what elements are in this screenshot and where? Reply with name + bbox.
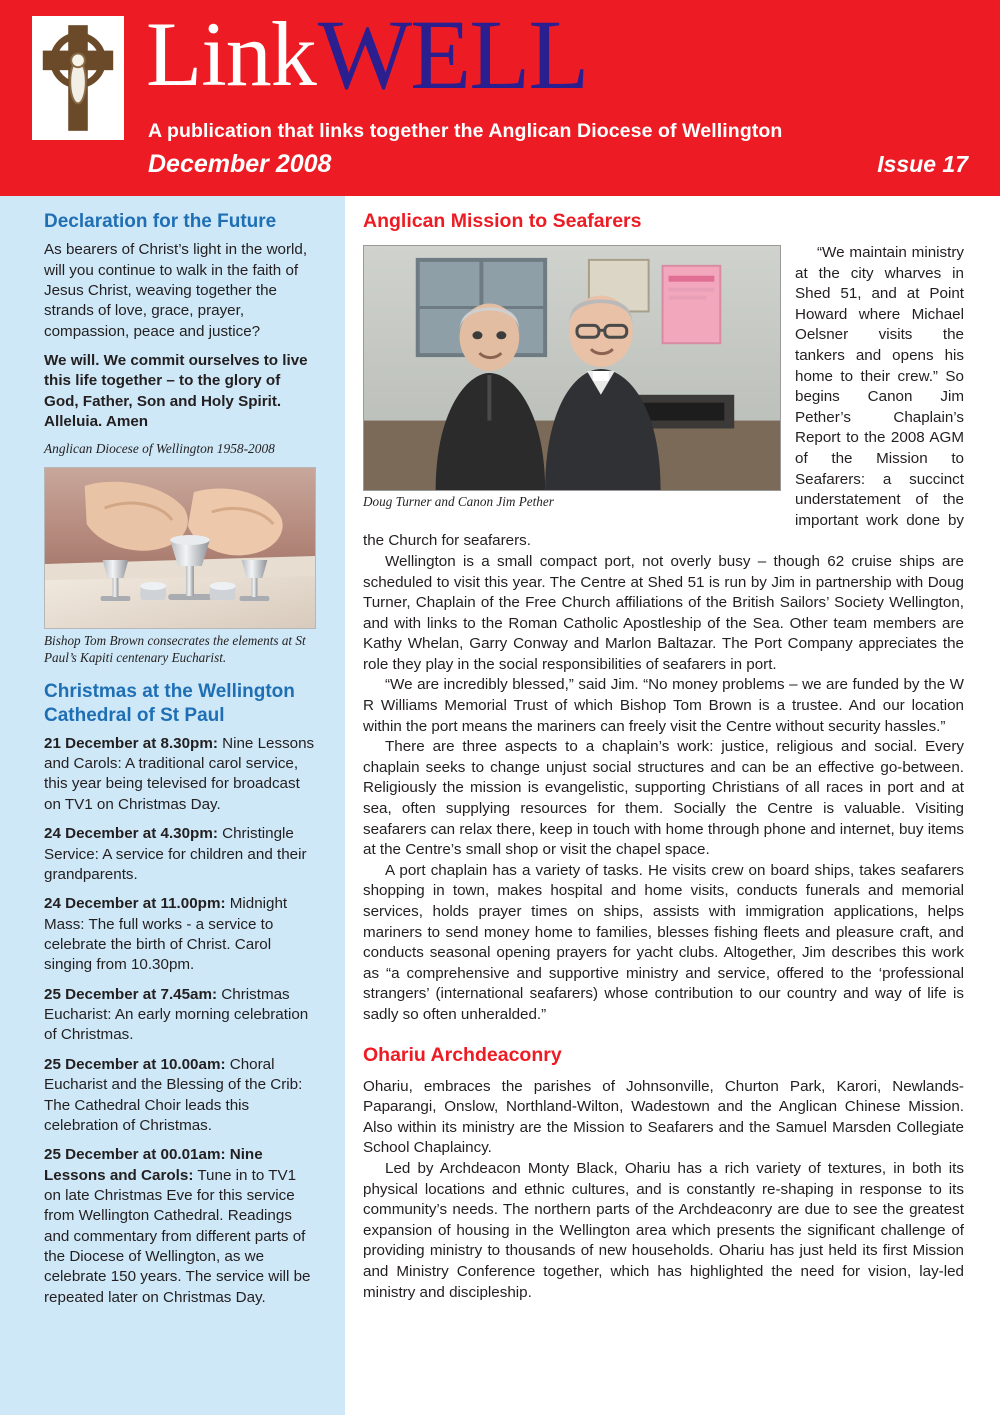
service-text: Choral Eucharist and the Blessing of the Crib: The Cathedral Choir leads this celebration of Christmas. — [44, 1055, 303, 1134]
service-item — [44, 894, 315, 975]
seafarers-paragraph-5: A port chaplain has a variety of tasks. He visits crew on board ships, takes seafarers shopping in town, makes hospital and home visits, conducts funerals and memorial services, holds prayer times on ships, assists with immigration applications, helps mariners to send money home to families, blesses fishing fleets and pleasure craft, and conducts seasonal opening prayers for yacht clubs. Altogether, Jim describes this work as “a comprehensive and supportive ministry and service, offered to the ‘professional strangers’ (international seafarers) whose contribution to our country and way of life is sadly so often unheralded.” — [363, 861, 964, 1023]
title-link-word: Link — [146, 3, 316, 105]
main-column — [345, 196, 1000, 1415]
celtic-cross-icon — [33, 17, 123, 139]
declaration-response: We will. We commit ourselves to live this life together – to the glory of God, Father, Son and Holy Spirit. Alleluia. Amen — [44, 351, 308, 431]
declaration-paragraph: As bearers of Christ’s light in the world, will you continue to walk in the faith of Jesus Christ, weaving together the strands of love, grace, prayer, compassion, peace and justice? — [44, 241, 308, 340]
ohariu-paragraph-2: Led by Archdeacon Monty Black, Ohariu has a rich variety of textures, in both its physical locations and ethnic cultures, and is constantly re-shaping in response to its community’s needs. The northern parts of the Archdeaconry are due to see the greatest expansion of housing in the Wellington area which presents the significant challenge of providing ministry to thousands of new households. Ohariu has just held its first Mission and Ministry Conference together, which has highlighted the need for vision, lay-led ministry and discipleship. — [363, 1159, 964, 1301]
masthead-banner — [0, 0, 1000, 196]
sidebar-column — [0, 196, 345, 1415]
issue-info-row — [148, 150, 968, 179]
seafarers-paragraph-4: There are three aspects to a chaplain’s work: justice, religious and social. Every chaplain seeks to change unjust social structures and can be an effective go-between. Religiously the mission is evangelistic, supporting Christians of all races in port and at sea, often supplying resources for them. Socially the Centre is valuable. Visiting seafarers can relax there, keep in touch with home through phone and internet, buy items at the Centre’s small shop or visit the chapel space. — [363, 738, 964, 859]
service-time: 25 December at 10.00am: — [44, 1055, 226, 1073]
declaration-heading: Declaration for the Future — [44, 211, 277, 232]
service-item — [44, 985, 315, 1046]
diocese-logo — [32, 16, 124, 140]
seafarers-photo-caption: Doug Turner and Canon Jim Pether — [363, 494, 554, 509]
service-text: Nine Lessons and Carols: A traditional carol service, this year being televised for broadcast on TV1 on Christmas Day. — [44, 734, 315, 813]
chalice-photo — [45, 468, 315, 628]
service-time: 25 December at 7.45am: — [44, 985, 218, 1003]
ohariu-paragraph-1: Ohariu, embraces the parishes of Johnsonville, Churton Park, Karori, Newlands-Paparangi, Onslow, Northland-Wilton, Wadestown and the Anglican Chinese Mission. Also within its ministry are the Mission to Seafarers and the Samuel Marsden Collegiate School Chaplaincy. — [363, 1077, 964, 1157]
service-text: Tune in to TV1 on late Christmas Eve for this service from Wellington Cathedral. Readings and commentary from different parts of the Diocese of Wellington, as we celebrate 150 years. The service will be repeated later on Christmas Day. — [44, 1166, 311, 1306]
ohariu-heading: Ohariu Archdeaconry — [363, 1043, 562, 1066]
service-item — [44, 824, 315, 885]
seafarers-paragraph-1: “We maintain ministry at the city wharves in Shed 51, and at Point Howard where Michael Oelsner visits the tankers and opens his home to their crew.” So begins Canon Jim Pether’s Chaplain’s Report to the 2008 AGM of the Mission to Seafarers: a succinct understatement of the important work done by the Church for seafarers. — [363, 244, 964, 550]
two-clergymen-photo — [363, 245, 781, 491]
service-text: Christingle Service: A service for children and their grandparents. — [44, 825, 307, 883]
chalice-photo-caption: Bishop Tom Brown consecrates the elements at St Paul’s Kapiti centenary Eucharist. — [44, 633, 306, 665]
service-time: 24 December at 4.30pm: — [44, 825, 218, 843]
issue-date: December 2008 — [148, 150, 332, 178]
publication-title — [146, 0, 588, 124]
service-time: 21 December at 8.30pm: — [44, 734, 218, 752]
service-time: 25 December at 00.01am: Nine Lessons and Carols: — [44, 1146, 263, 1184]
issue-number: Issue 17 — [877, 151, 968, 177]
service-time: 24 December at 11.00pm: — [44, 895, 226, 913]
service-item — [44, 734, 315, 815]
service-item — [44, 1145, 315, 1308]
service-text: Midnight Mass: The full works - a service to celebrate the birth of Christ. Carol singing from 10.30pm. — [44, 895, 288, 974]
service-text: Christmas Eucharist: An early morning celebration of Christmas. — [44, 985, 309, 1044]
christmas-heading: Christmas at the Wellington Cathedral of St Paul — [44, 681, 295, 726]
seafarers-heading: Anglican Mission to Seafarers — [363, 210, 642, 232]
seafarers-paragraph-2: Wellington is a small compact port, not overly busy – though 62 cruise ships are scheduled to visit this year. The Centre at Shed 51 is run by Jim in partnership with Doug Turner, Chaplain of the Free Church affiliations of the British Sailors’ Society Wellington, and with links to the Roman Catholic Apostleship of the Sea. Other team members are Kathy Whelan, Garry Conway and Marlon Baltazar. The Port Company appreciates the role they play in the social responsibilities of seafarers in port. — [363, 552, 964, 673]
chalice-photo-frame — [44, 467, 316, 629]
title-well-word: WELL — [317, 0, 588, 110]
page-body — [0, 196, 1000, 1415]
declaration-attribution: Anglican Diocese of Wellington 1958-2008 — [44, 441, 275, 457]
seafarers-figure — [363, 245, 781, 510]
seafarers-paragraph-3: “We are incredibly blessed,” said Jim. “No money problems – we are funded by the W R Williams Memorial Trust of which Bishop Tom Brown is a trustee. And our location within the port means the mariners can freely visit the Centre without security hassles.” — [363, 676, 964, 735]
service-item — [44, 1055, 315, 1136]
tagline: A publication that links together the Anglican Diocese of Wellington — [148, 120, 783, 142]
